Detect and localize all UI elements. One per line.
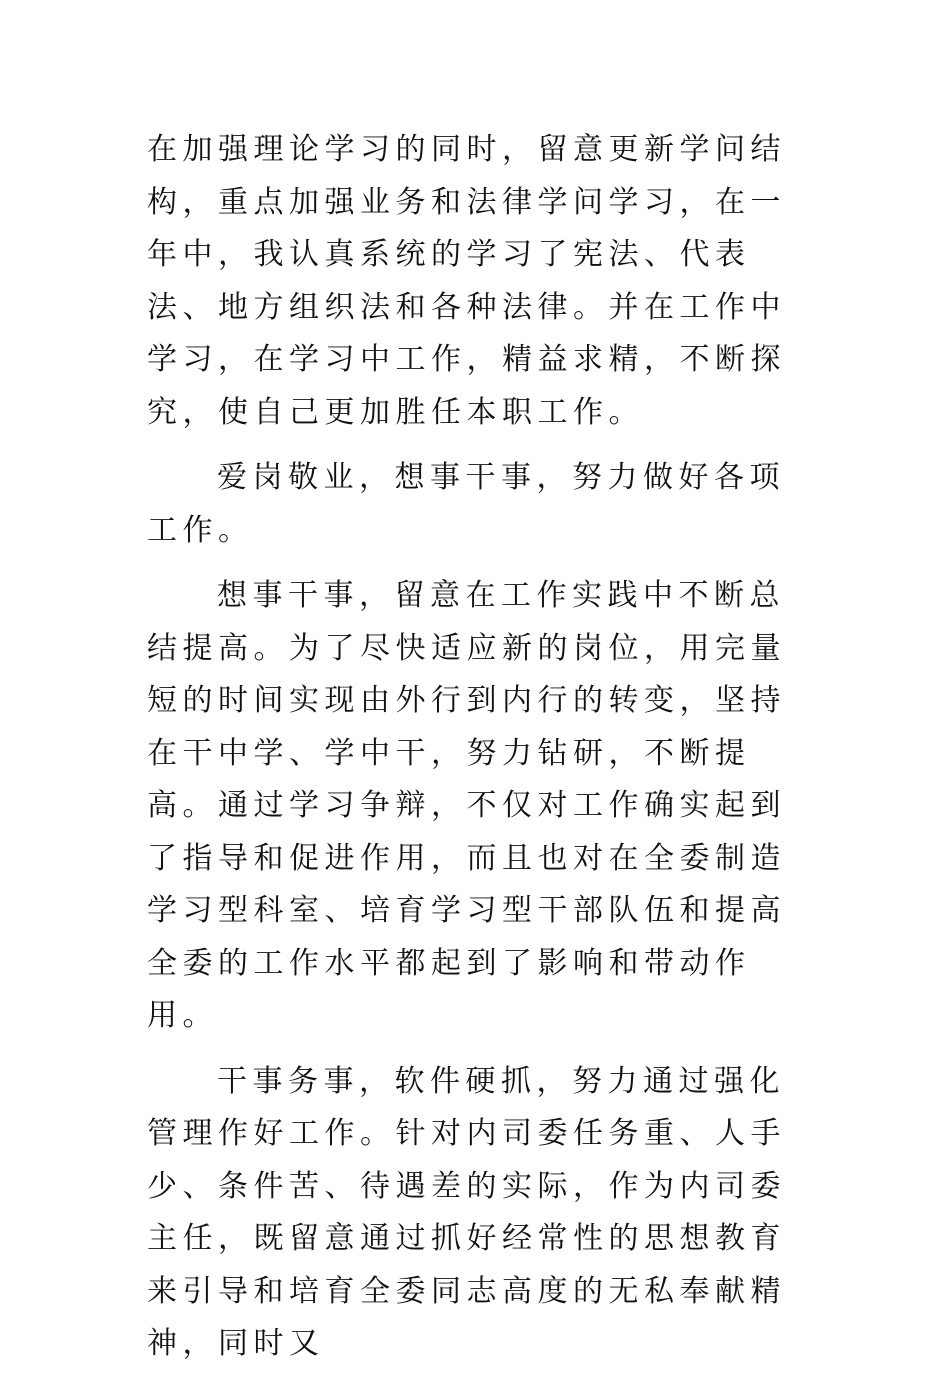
paragraph-dedication-heading: 爱岗敬业，想事干事，努力做好各项工作。 — [147, 460, 785, 548]
document-page — [147, 124, 819, 1384]
paragraph-management: 干事务事，软件硬抓，努力通过强化管理作好工作。针对内司委任务重、人手少、条件苦、待遇差的实际，作为内司委主任，既留意通过抓好经常性的思想教育来引导和培育全委同志高度的无私奉献精神，同时又 — [147, 1063, 786, 1361]
paragraph-practice: 想事干事，留意在工作实践中不断总结提高。为了尽快适应新的岗位，用完量短的时间实现由外行到内行的转变，坚持在干中学、学中干，努力钻研，不断提高。通过学习争辩，不仅对工作确实起到了指导和促进作用，而且也对在全委制造学习型科室、培育学习型干部队伍和提高全委的工作水平都起到了影响和带动作用。 — [147, 578, 786, 1033]
paragraph-study: 在加强理论学习的同时，留意更新学问结构，重点加强业务和法律学问学习，在一年中，我认真系统的学习了宪法、代表法、地方组织法和各种法律。并在工作中学习，在学习中工作，精益求精，不断探究，使自己更加胜任本职工作。 — [147, 132, 786, 430]
